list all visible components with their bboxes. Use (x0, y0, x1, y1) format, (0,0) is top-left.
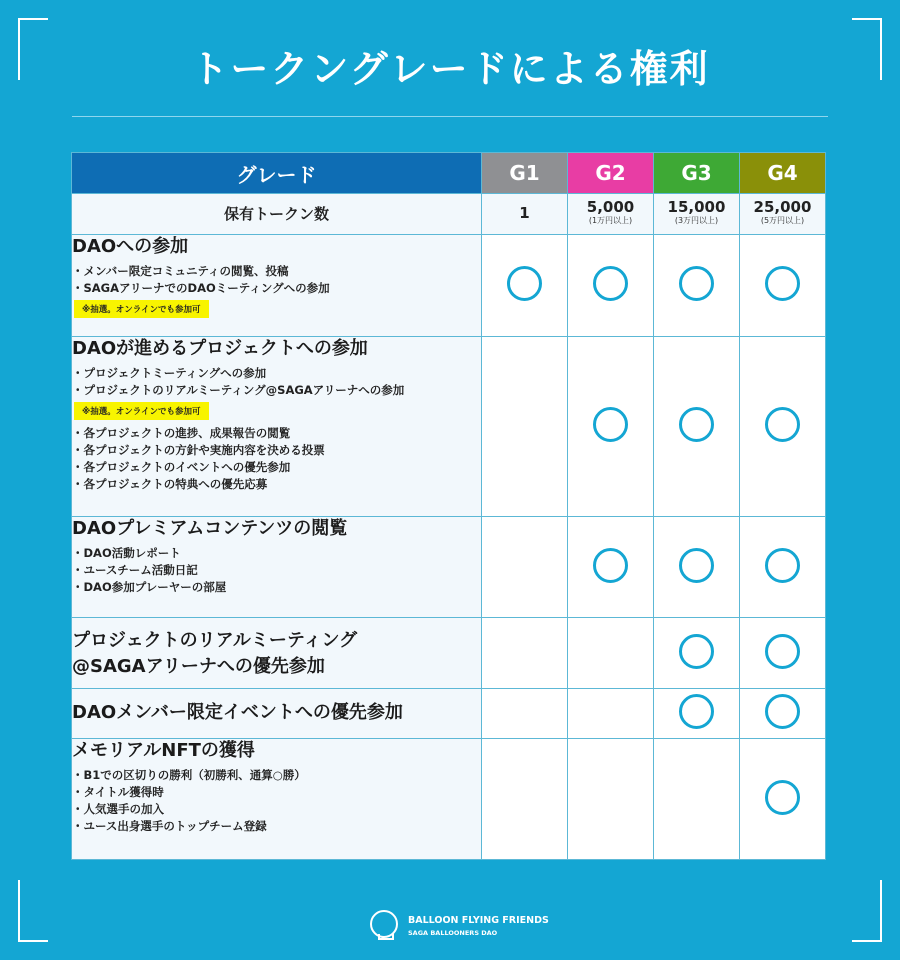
right-description (72, 618, 482, 689)
rights-table (71, 152, 826, 860)
grade-cell (568, 618, 654, 689)
grade-cell (482, 618, 568, 689)
grade-cell (654, 739, 740, 860)
right-row-member-event-priority (72, 689, 826, 739)
right-title: DAOメンバー限定イベントへの優先参加 (72, 702, 403, 723)
grade-cell (568, 517, 654, 618)
grade-cell (654, 337, 740, 517)
right-title: メモリアルNFTの獲得 (72, 740, 255, 761)
available-circle-icon (679, 548, 714, 583)
grade-cell (740, 337, 826, 517)
right-title: DAOへの参加 (72, 236, 189, 257)
token-g3-price: (3万円以上) (674, 216, 719, 225)
right-item: ・B1での区切りの勝利（初勝利、通算○勝） (72, 768, 306, 782)
token-g4-cell (740, 194, 826, 235)
grade-cell (740, 739, 826, 860)
grade-cell (654, 517, 740, 618)
right-row-real-meeting-priority (72, 618, 826, 689)
right-row-premium-content (72, 517, 826, 618)
right-item: ・ユースチーム活動日記 (72, 563, 198, 577)
right-description (72, 689, 482, 739)
frame-corner-bottom-left (18, 880, 48, 942)
right-title-line1: プロジェクトのリアルミーティング (72, 630, 358, 651)
grade-cell (568, 689, 654, 739)
grade-cell (654, 618, 740, 689)
grade-cell (482, 235, 568, 337)
right-row-memorial-nft (72, 739, 826, 860)
available-circle-icon (679, 694, 714, 729)
page-title: トークングレードによる権利 (190, 47, 710, 91)
available-circle-icon (765, 407, 800, 442)
right-item: ・各プロジェクトの特典への優先応募 (72, 477, 268, 491)
right-title: DAOが進めるプロジェクトへの参加 (72, 338, 368, 359)
available-circle-icon (679, 407, 714, 442)
frame-corner-bottom-right (852, 880, 882, 942)
grade-g3-header: G3 (654, 153, 740, 194)
available-circle-icon (765, 634, 800, 669)
right-item: ・各プロジェクトの方針や実施内容を決める投票 (72, 443, 325, 457)
grade-g1-header: G1 (482, 153, 568, 194)
token-g2-amount: 5,000 (586, 198, 635, 216)
right-title-line2: @SAGAアリーナへの優先参加 (72, 656, 325, 677)
grade-cell (654, 235, 740, 337)
grade-cell (568, 235, 654, 337)
grade-cell (740, 517, 826, 618)
grade-cell (482, 739, 568, 860)
right-item: ・DAO参加プレーヤーの部屋 (72, 580, 227, 594)
right-description (72, 337, 482, 517)
token-g4-price: (5万円以上) (760, 216, 805, 225)
right-description (72, 739, 482, 860)
available-circle-icon (765, 548, 800, 583)
right-item: ・メンバー限定コミュニティの閲覧、投稿 (72, 264, 289, 278)
available-circle-icon (765, 266, 800, 301)
right-item: ・プロジェクトのリアルミーティング@SAGAアリーナへの参加 (72, 383, 405, 397)
grade-cell (568, 337, 654, 517)
right-item: ・プロジェクトミーティングへの参加 (72, 366, 267, 380)
available-circle-icon (507, 266, 542, 301)
available-circle-icon (679, 634, 714, 669)
grade-cell (568, 739, 654, 860)
footer-brand: BALLOON FLYING FRIENDS (408, 915, 549, 926)
available-circle-icon (593, 407, 628, 442)
grade-cell (654, 689, 740, 739)
right-row-project-participation (72, 337, 826, 517)
right-item: ・ユース出身選手のトップチーム登録 (72, 819, 267, 833)
grade-cell (482, 517, 568, 618)
right-item: ・人気選手の加入 (72, 802, 164, 816)
available-circle-icon (679, 266, 714, 301)
right-item: ・各プロジェクトのイベントへの優先参加 (72, 460, 291, 474)
available-circle-icon (593, 266, 628, 301)
right-item: ・DAO活動レポート (72, 546, 181, 560)
token-g4-amount: 25,000 (753, 198, 812, 216)
available-circle-icon (765, 780, 800, 815)
token-count-row (72, 194, 826, 235)
right-item: ・タイトル獲得時 (72, 785, 164, 799)
footer-dao-name: SAGA BALLOONERS DAO (408, 929, 498, 937)
balloon-icon (370, 910, 398, 938)
token-g1-amount: 1 (519, 204, 530, 222)
token-g1-cell (482, 194, 568, 235)
available-circle-icon (593, 548, 628, 583)
grade-g2-header: G2 (568, 153, 654, 194)
grade-g4-header: G4 (740, 153, 826, 194)
right-item: ・SAGAアリーナでのDAOミーティングへの参加 (72, 281, 330, 295)
token-g2-price: (1万円以上) (588, 216, 633, 225)
token-count-label-cell (72, 194, 482, 235)
lottery-note: ※抽選。オンラインでも参加可 (74, 300, 209, 318)
grade-cell (482, 689, 568, 739)
right-item: ・各プロジェクトの進捗、成果報告の閲覧 (72, 426, 291, 440)
token-g3-amount: 15,000 (667, 198, 726, 216)
grade-cell (740, 235, 826, 337)
right-description (72, 235, 482, 337)
right-description (72, 517, 482, 618)
right-row-dao-participation (72, 235, 826, 337)
token-count-label: 保有トークン数 (223, 205, 329, 223)
grade-cell (740, 618, 826, 689)
right-title: DAOプレミアムコンテンツの閲覧 (72, 518, 348, 539)
token-g3-cell (654, 194, 740, 235)
title-divider (72, 116, 828, 117)
token-g2-cell (568, 194, 654, 235)
grade-header-label: グレード (72, 153, 482, 194)
grade-header-row (72, 153, 826, 194)
lottery-note: ※抽選。オンラインでも参加可 (74, 402, 209, 420)
grade-cell (482, 337, 568, 517)
grade-cell (740, 689, 826, 739)
available-circle-icon (765, 694, 800, 729)
